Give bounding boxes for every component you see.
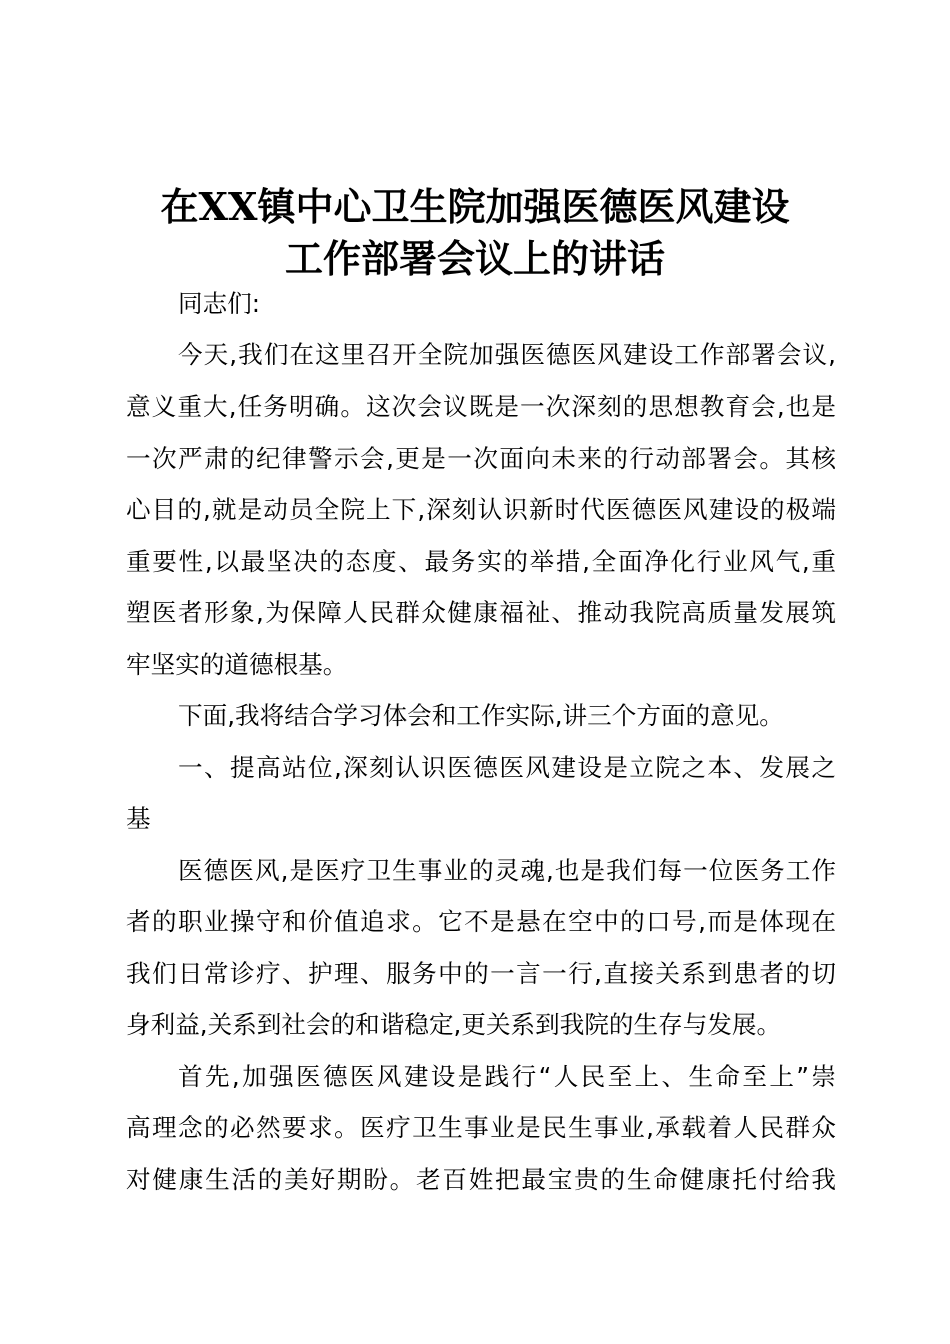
salutation: 同志们: [178, 289, 261, 318]
paragraph-line: 我们日常诊疗、护理、服务中的一言一行,直接关系到患者的切 [126, 959, 836, 988]
paragraph-line: 首先,加强医德医风建设是践行“人民至上、生命至上”崇 [178, 1062, 836, 1091]
document-title-line-2: 工作部署会议上的讲话 [284, 236, 665, 281]
paragraph-line: 塑医者形象,为保障人民群众健康福祉、推动我院高质量发展筑 [126, 598, 836, 627]
section-heading-line: 一、提高站位,深刻认识医德医风建设是立院之本、发展之 [178, 753, 836, 782]
paragraph-line: 者的职业操守和价值追求。它不是悬在空中的口号,而是体现在 [126, 907, 836, 936]
paragraph-line: 一次严肃的纪律警示会,更是一次面向未来的行动部署会。其核 [126, 444, 836, 473]
paragraph-line: 身利益,关系到社会的和谐稳定,更关系到我院的生存与发展。 [126, 1010, 782, 1039]
paragraph-line: 医德医风,是医疗卫生事业的灵魂,也是我们每一位医务工作 [178, 856, 836, 885]
document-title-line-1: 在XX镇中心卫生院加强医德医风建设 [160, 184, 790, 229]
paragraph-line: 高理念的必然要求。医疗卫生事业是民生事业,承载着人民群众 [126, 1113, 836, 1142]
section-heading-line: 基 [126, 804, 151, 833]
paragraph-line: 对健康生活的美好期盼。老百姓把最宝贵的生命健康托付给我 [126, 1165, 836, 1194]
paragraph-line: 今天,我们在这里召开全院加强医德医风建设工作部署会议, [178, 340, 836, 369]
paragraph-line: 牢坚实的道德根基。 [126, 650, 348, 679]
paragraph-line: 意义重大,任务明确。这次会议既是一次深刻的思想教育会,也是 [126, 392, 836, 421]
paragraph-line: 下面,我将结合学习体会和工作实际,讲三个方面的意见。 [178, 701, 784, 730]
paragraph-line: 心目的,就是动员全院上下,深刻认识新时代医德医风建设的极端 [126, 495, 836, 524]
paragraph-line: 重要性,以最坚决的态度、最务实的举措,全面净化行业风气,重 [126, 547, 836, 576]
